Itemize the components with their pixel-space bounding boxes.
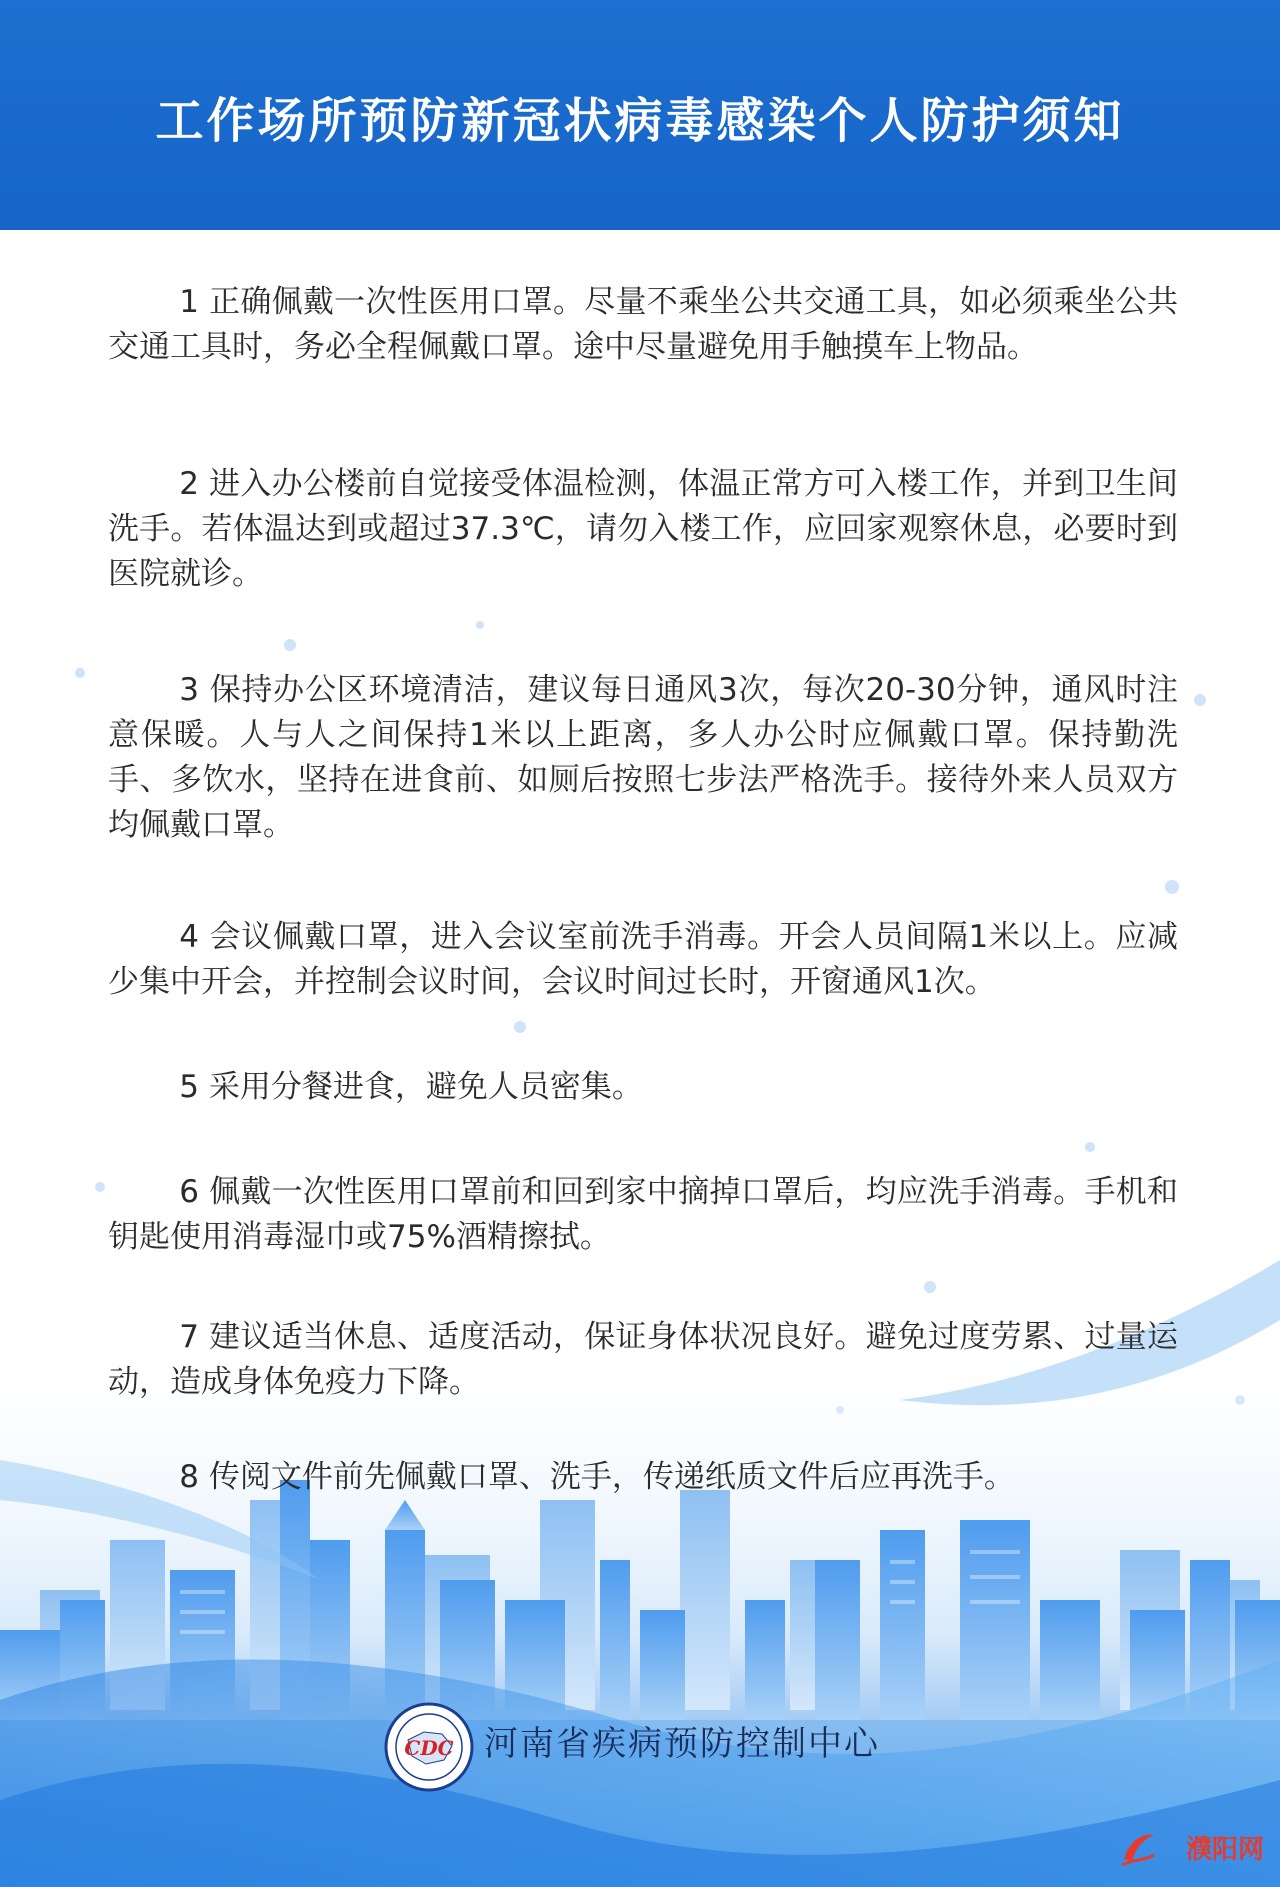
notice-item-5: 5 采用分餐进食，避免人员密集。 (179, 1069, 643, 1105)
notice-item-7: 7 建议适当休息、适度活动，保证身体状况良好。避免过度劳累、过量运动，造成身体免疫力下降。 (108, 1319, 1178, 1400)
logo-text: CDC (404, 1736, 454, 1760)
header-banner (0, 0, 1280, 230)
puyang-net-logo-icon (1120, 1829, 1156, 1869)
notice-item-2: 2 进入办公楼前自觉接受体温检测，体温正常方可入楼工作，并到卫生间洗手。若体温达到或超过37.3℃，请勿入楼工作，应回家观察休息，必要时到医院就诊。 (108, 466, 1178, 592)
notice-item-1: 1 正确佩戴一次性医用口罩。尽量不乘坐公共交通工具，如必须乘坐公共交通工具时，务必全程佩戴口罩。途中尽量避免用手触摸车上物品。 (108, 284, 1178, 365)
henan-cdc-seal-icon (384, 1702, 474, 1792)
notice-item-6: 6 佩戴一次性医用口罩前和回到家中摘掉口罩后，均应洗手消毒。手机和钥匙使用消毒湿巾或75%酒精擦拭。 (108, 1174, 1178, 1255)
notice-item-8: 8 传阅文件前先佩戴口罩、洗手，传递纸质文件后应再洗手。 (179, 1459, 1015, 1495)
organization-name: 河南省疾病预防控制中心 (484, 1724, 880, 1764)
notice-item-3: 3 保持办公区环境清洁，建议每日通风3次，每次20-30分钟，通风时注意保暖。人与人之间保持1米以上距离，多人办公时应佩戴口罩。保持勤洗手、多饮水，坚持在进食前、如厕后按照七步法严格洗手。接待外来人员双方均佩戴口罩。 (108, 672, 1178, 843)
page-title: 工作场所预防新冠状病毒感染个人防护须知 (155, 93, 1125, 149)
site-watermark (1154, 1829, 1264, 1873)
watermark-text: 濮阳网 (1185, 1835, 1264, 1865)
notice-item-4: 4 会议佩戴口罩，进入会议室前洗手消毒。开会人员间隔1米以上。应减少集中开会，并控制会议时间，会议时间过长时，开窗通风1次。 (108, 919, 1178, 1000)
footer-organization (384, 1724, 904, 1887)
